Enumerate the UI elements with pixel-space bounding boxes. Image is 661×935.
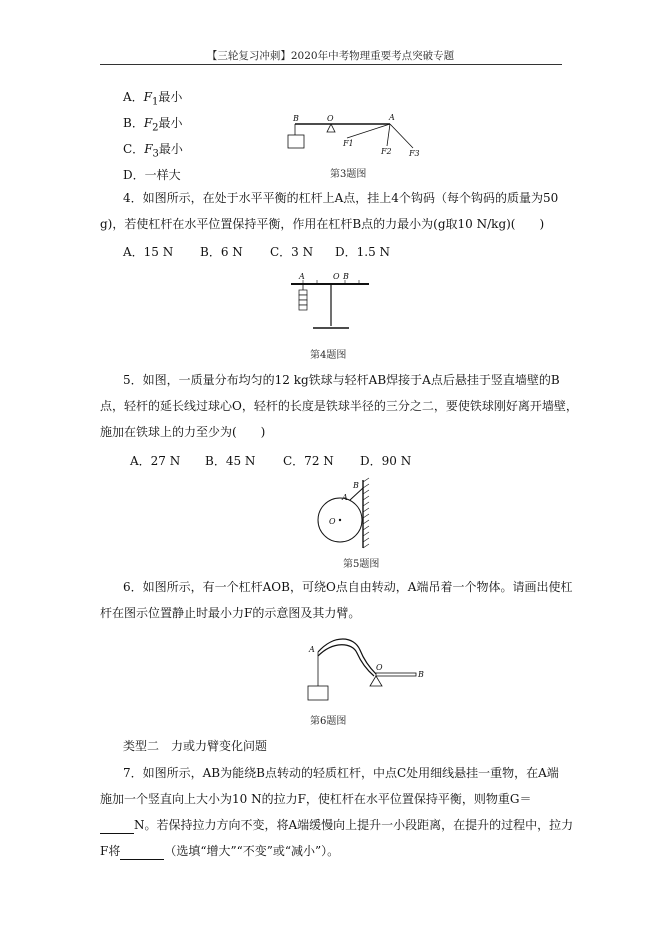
q7-line-4: F将 （选填“增大”“不变”或“减小”）。 <box>100 844 340 858</box>
q5-label-o: O <box>329 517 336 526</box>
q3-option-d: D．一样大 <box>123 168 181 182</box>
q5-line-2: 点，轻杆的延长线过球心O，轻杆的长度是铁球半径的三分之二，要使铁球刚好离开墙壁， <box>100 399 578 413</box>
q6-line-1: 6．如图所示，有一个杠杆AOB，可绕O点自由转动，A端吊着一个物体。请画出使杠 <box>123 580 573 594</box>
q4-caption: 第4题图 <box>310 350 347 361</box>
q3-label-o: O <box>327 114 334 123</box>
q5-option-a: A．27 N <box>130 454 181 468</box>
q7-line-1: 7．如图所示，AB为能绕B点转动的轻质杠杆，中点C处用细线悬挂一重物，在A端 <box>123 766 559 780</box>
q5-caption: 第5题图 <box>343 559 380 570</box>
header-rule <box>100 64 562 65</box>
q6-figure <box>300 638 430 708</box>
q5-line-1: 5．如图，一质量分布均匀的12 kg铁球与轻杆AB焊接于A点后悬挂于竖直墙壁的B <box>123 373 560 387</box>
q5-line-3: 施加在铁球上的力至少为( ) <box>100 425 266 439</box>
q7-blank-force-change[interactable] <box>120 843 164 860</box>
q6-line-2: 杆在图示位置静止时最小力F的示意图及其力臂。 <box>100 606 361 620</box>
q5-label-a: A <box>342 493 348 502</box>
q3-caption: 第3题图 <box>330 169 367 180</box>
q4-label-o: O <box>333 272 340 281</box>
q5-option-c: C．72 N <box>283 454 334 468</box>
q6-label-o: O <box>376 663 383 672</box>
page-header: 【三轮复习冲刺】2020年中考物理重要考点突破专题 <box>206 50 455 62</box>
q4-option-b: B．6 N <box>200 245 243 259</box>
q4-option-c: C．3 N <box>270 245 314 259</box>
q7-line-3: N。若保持拉力方向不变，将A端缓慢向上提升一小段距离，在提升的过程中，拉力 <box>100 817 573 834</box>
q3-label-a: A <box>389 113 395 122</box>
q3-option-c: C．$F_3$最小 <box>123 142 183 160</box>
q5-label-b: B <box>353 481 359 490</box>
q4-label-b: B <box>343 272 349 281</box>
q7-line-2: 施加一个竖直向上大小为10 N的拉力F，使杠杆在水平位置保持平衡，则物重G＝ <box>100 792 532 806</box>
q6-label-a: A <box>309 645 315 654</box>
q3-option-a: A．$F_1$最小 <box>123 90 183 108</box>
q4-label-a: A <box>299 272 305 281</box>
q6-caption: 第6题图 <box>310 716 347 727</box>
q4-option-d: D．1.5 N <box>335 245 391 259</box>
q5-option-d: D．90 N <box>360 454 412 468</box>
q4-option-a: A．15 N <box>123 245 174 259</box>
q4-figure <box>285 270 375 336</box>
q6-label-b: B <box>418 670 424 679</box>
q3-label-f3: F3 <box>409 149 420 158</box>
q4-line-2: g)，若使杠杆在水平位置保持平衡，作用在杠杆B点的力最小为(g取10 N/kg)( ) <box>100 217 545 231</box>
q3-label-b: B <box>293 114 299 123</box>
q4-line-1: 4．如图所示，在处于水平平衡的杠杆上A点，挂上4个钩码（每个钩码的质量为50 <box>123 191 559 205</box>
q5-figure <box>315 478 385 550</box>
q3-label-f1: F1 <box>343 139 354 148</box>
q3-option-b: B．$F_2$最小 <box>123 116 183 134</box>
q3-figure <box>285 110 425 165</box>
q5-option-b: B．45 N <box>205 454 256 468</box>
q7-blank-weight[interactable] <box>100 817 134 834</box>
q3-label-f2: F2 <box>381 147 392 156</box>
section-heading: 类型二 力或力臂变化问题 <box>123 739 268 753</box>
